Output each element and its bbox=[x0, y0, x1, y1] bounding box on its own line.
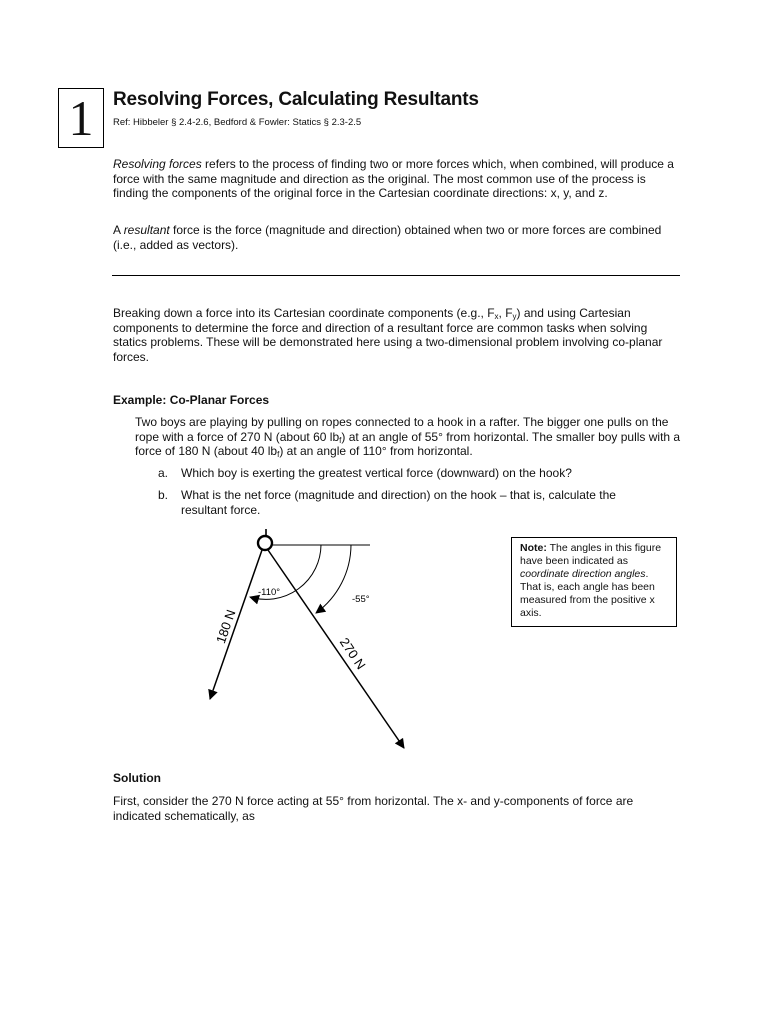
subscript-x: x bbox=[494, 312, 499, 321]
reference-line: Ref: Hibbeler § 2.4-2.6, Bedford & Fowler: Statics § 2.3-2.5 bbox=[113, 117, 362, 128]
example-paragraph bbox=[135, 415, 681, 459]
breaking-comma: , F bbox=[498, 306, 513, 320]
solution-paragraph: First, consider the 270 N force acting at 55° from horizontal. The x- and y-components of force are indicated schematically, as bbox=[113, 794, 634, 823]
resultant-a: A bbox=[113, 223, 124, 237]
resultant-paragraph bbox=[113, 223, 681, 252]
resolving-forces-paragraph bbox=[113, 157, 681, 201]
page-title: Resolving Forces, Calculating Resultants bbox=[113, 89, 479, 110]
breaking-text-1: Breaking down a force into its Cartesian coordinate components (e.g., F bbox=[113, 306, 495, 320]
note-box bbox=[511, 537, 677, 627]
resolving-text: refers to the process of finding two or more forces which, when combined, will produce a force with the same magnitude and direction as the original. The most common use of the process is finding the components of the original force in the Cartesian coordinate directions: x, y, and z. bbox=[113, 157, 674, 200]
note-text-2: . That is, each angle has been measured from the positive x axis. bbox=[520, 568, 655, 619]
force-diagram bbox=[190, 520, 420, 760]
force-180n-label: 180 N bbox=[213, 607, 239, 646]
subscript-y: y bbox=[512, 312, 517, 321]
chapter-number: 1 bbox=[68, 90, 94, 146]
example-heading: Example: Co-Planar Forces bbox=[113, 393, 270, 407]
example-text-c: ) at an angle of 110° from horizontal. bbox=[279, 444, 473, 458]
subscript-f2: f bbox=[277, 450, 280, 459]
angle-110-label: -110° bbox=[258, 587, 281, 598]
question-b-text: What is the net force (magnitude and direction) on the hook – that is, calculate the resultant force. bbox=[181, 488, 616, 517]
note-bold: Note: bbox=[520, 542, 547, 554]
breaking-down-paragraph bbox=[113, 306, 681, 364]
hook-ring-icon bbox=[258, 536, 272, 550]
resolving-term: Resolving forces bbox=[113, 157, 202, 171]
force-270n-label: 270 N bbox=[336, 634, 369, 673]
subscript-f1: f bbox=[339, 435, 342, 445]
note-text-1: The angles in this figure have been indicated as bbox=[520, 542, 662, 567]
note-italic: coordinate direction angles bbox=[520, 568, 646, 580]
force-270n-arrow bbox=[268, 550, 404, 748]
example-text-b: ) at an angle of 55° from horizontal. The smaller boy pulls with a force of 180 N (about 40 lb bbox=[135, 429, 681, 458]
resultant-text: force is the force (magnitude and direction) obtained when two or more forces are combined (i.e., added as vectors). bbox=[113, 223, 662, 252]
resultant-term: resultant bbox=[123, 223, 170, 237]
question-b-label: b. bbox=[158, 488, 169, 502]
example-text-a: Two boys are playing by pulling on ropes connected to a hook in a rafter. The bigger one pulls on the rope with a force of 270 N (about 60 lb bbox=[135, 415, 669, 444]
breaking-text-2: ) and using Cartesian components to determine the force and direction of a resultant force are common tasks when solving statics problems. These will be demonstrated here using a two-dimensional problem involving co-planar forces. bbox=[113, 306, 663, 364]
section-divider bbox=[112, 275, 680, 276]
solution-heading: Solution bbox=[113, 771, 161, 785]
question-a-text: Which boy is exerting the greatest vertical force (downward) on the hook? bbox=[181, 466, 572, 480]
angle-55-label: -55° bbox=[352, 594, 370, 605]
chapter-number-box bbox=[58, 88, 104, 148]
question-a-label: a. bbox=[158, 466, 169, 480]
angle-55-arc bbox=[316, 545, 351, 613]
